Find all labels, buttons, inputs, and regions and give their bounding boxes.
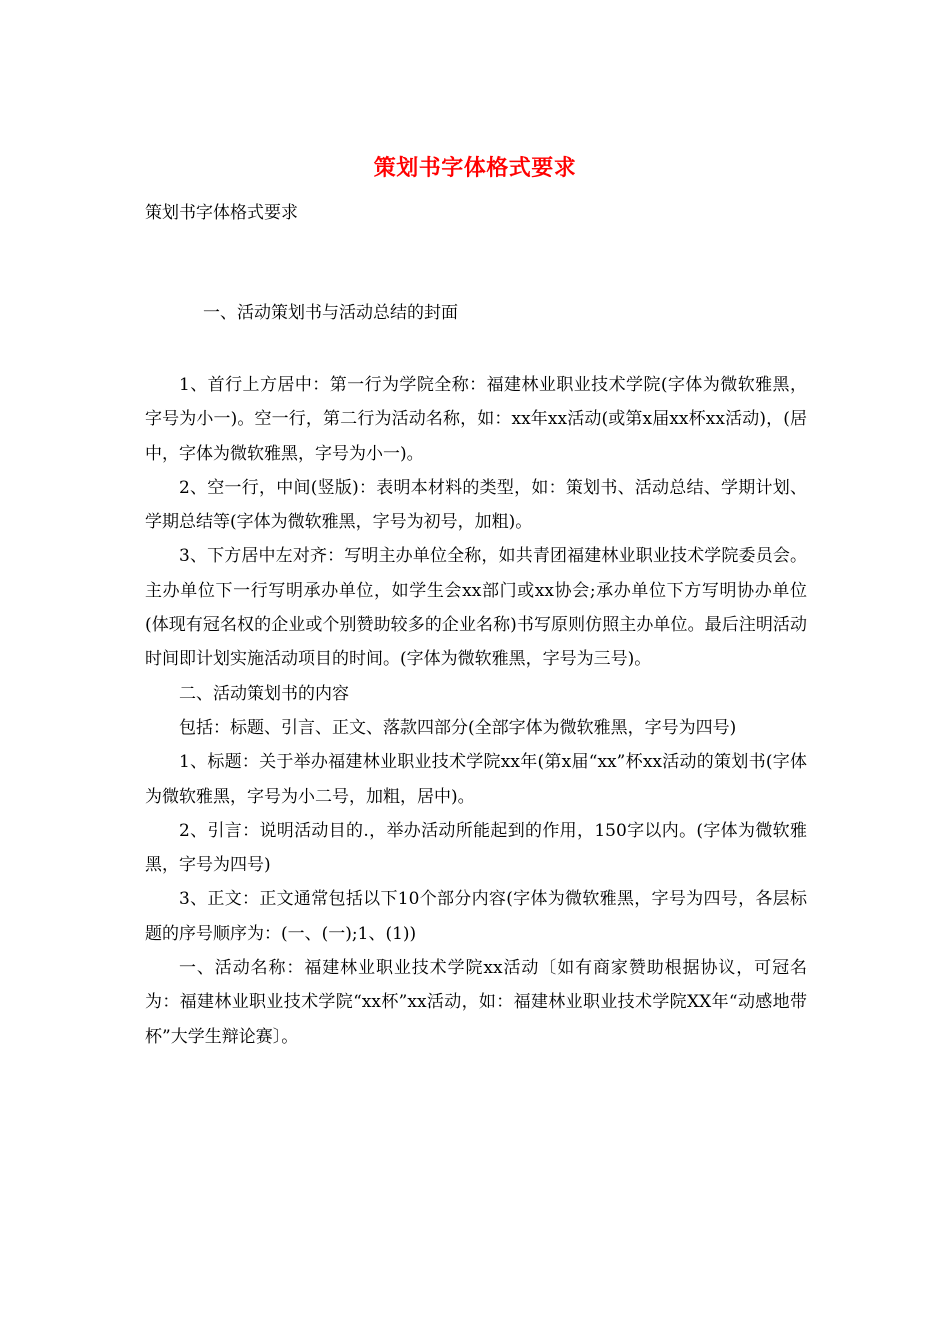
paragraph: 2、空一行，中间(竖版)：表明本材料的类型，如：策划书、活动总结、学期计划、学期总结等(字体为微软雅黑，字号为初号，加粗)。 bbox=[145, 477, 807, 533]
paragraph: 二、活动策划书的内容 bbox=[179, 683, 349, 704]
document-body bbox=[145, 368, 807, 1054]
document-subtitle: 策划书字体格式要求 bbox=[145, 203, 298, 223]
paragraph: 3、正文：正文通常包括以下10个部分内容(字体为微软雅黑，字号为四号，各层标题的序号顺序为：(一、(一);1、(1)) bbox=[145, 889, 807, 944]
paragraph: 包括：标题、引言、正文、落款四部分(全部字体为微软雅黑，字号为四号) bbox=[179, 717, 737, 738]
paragraph: 3、下方居中左对齐：写明主办单位全称，如共青团福建林业职业技术学院委员会。主办单位下一行写明承办单位，如学生会xx部门或xx协会;承办单位下方写明协办单位(体现有冠名权的企业或个别赞助较多的企业名称)书写原则仿照主办单位。最后注明活动时间即计划实施活动项目的时间。(字体为微软雅黑，字号为三号)。 bbox=[145, 546, 807, 670]
page-title: 策划书字体格式要求 bbox=[373, 155, 577, 181]
paragraph: 一、活动名称：福建林业职业技术学院xx活动〔如有商家赞助根据协议，可冠名为：福建林业职业技术学院“xx杯”xx活动，如：福建林业职业技术学院XX年“动感地带杯”大学生辩论赛〕。 bbox=[145, 958, 807, 1047]
paragraph: 1、标题：关于举办福建林业职业技术学院xx年(第x届“xx”杯xx活动的策划书(字体为微软雅黑，字号为小二号，加粗，居中)。 bbox=[145, 752, 807, 807]
paragraph: 2、引言：说明活动目的.，举办活动所能起到的作用，150字以内。(字体为微软雅黑，字号为四号) bbox=[145, 820, 807, 876]
paragraph: 1、首行上方居中：第一行为学院全称：福建林业职业技术学院(字体为微软雅黑，字号为小一)。空一行，第二行为活动名称，如：xx年xx活动(或第x届xx杯xx活动)，(居中，字体为微软雅黑，字号为小一)。 bbox=[145, 375, 807, 464]
section-heading: 一、活动策划书与活动总结的封面 bbox=[203, 303, 458, 323]
